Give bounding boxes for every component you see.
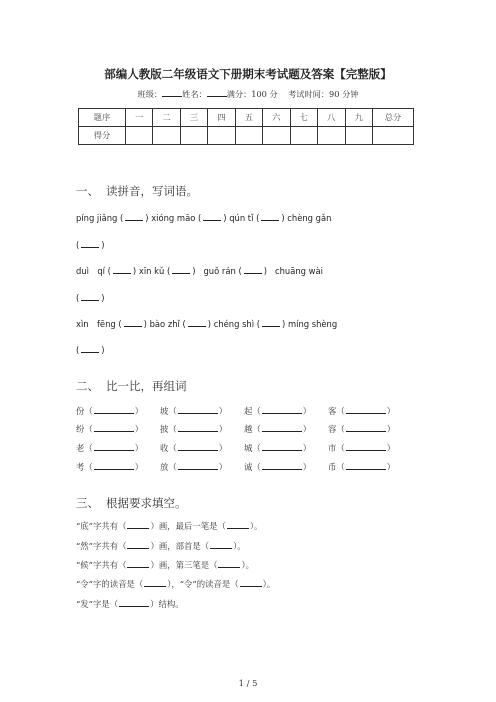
answer-blank[interactable] [125,212,143,221]
pinyin-line: ( ) [76,293,105,303]
answer-blank[interactable] [81,344,99,353]
score-cell[interactable] [235,127,262,145]
answer-blank[interactable] [127,559,149,568]
question-text: “底”字共有（ [76,521,127,531]
fill-question [76,559,254,571]
section-1-heading [76,183,198,199]
section-number: 二、 [76,379,99,393]
table-cell: 得分 [79,127,126,145]
word-group-item: 城（ ） [244,443,312,453]
answer-blank[interactable] [178,405,218,414]
exam-info [0,88,496,100]
word-group-item: 币（ ） [328,462,396,472]
score-table-row [79,127,414,145]
table-cell: 题序 [79,109,126,127]
answer-blank[interactable] [172,265,190,274]
question-text: ）。 [249,521,263,531]
class-blank [162,88,182,97]
answer-blank[interactable] [346,442,386,451]
score-cell[interactable] [373,127,414,145]
table-cell: 八 [318,109,345,127]
table-cell: 六 [263,109,290,127]
word-group-item: 老（ ） [76,443,144,453]
pinyin-word: píng jiǎng [76,213,118,223]
score-cell[interactable] [208,127,235,145]
answer-blank[interactable] [81,292,99,301]
answer-blank[interactable] [188,318,206,327]
character: 客 [328,406,337,416]
section-title: 比一比，再组词 [106,379,187,393]
fill-question [76,578,275,590]
pinyin-line: xìn fēng ( ) bào zhǐ ( ) chéng shì ( ) míng shèng [76,319,338,329]
question-text: “发”字是（ [76,599,119,609]
character: 纷 [76,424,85,434]
word-group-item: 纷（ ） [76,424,144,434]
pinyin-word: guǒ rán [203,266,236,276]
section-2-heading [76,378,187,394]
word-group-item: 份（ ） [76,406,144,416]
answer-blank[interactable] [119,598,149,607]
answer-blank[interactable] [227,520,249,529]
pinyin-word: qún tǐ [229,213,254,223]
question-text: ）。 [241,560,255,570]
character: 披 [160,424,169,434]
score-table-header [79,109,414,127]
word-group-item: 起（ ） [244,406,312,416]
pinyin-word: chuāng wài [274,266,323,276]
character: 诚 [244,462,253,472]
pinyin-line: píng jiǎng ( ) xióng māo ( ) qún tǐ ( ) chèng gǎn [76,213,332,223]
answer-blank[interactable] [262,423,302,432]
table-cell: 一 [126,109,153,127]
score-cell[interactable] [263,127,290,145]
full-score: 满分：100 分 [226,89,278,99]
table-cell: 五 [235,109,262,127]
fill-question [76,540,246,552]
question-text: ）。 [262,579,276,589]
score-cell[interactable] [318,127,345,145]
score-cell[interactable] [180,127,207,145]
answer-blank[interactable] [346,423,386,432]
table-cell: 四 [208,109,235,127]
score-cell[interactable] [153,127,180,145]
character: 市 [328,443,337,453]
character: 坡 [160,406,169,416]
document-title: 部编人教版二年级语文下册期末考试题及答案【完整版】 [104,67,392,81]
section-number: 一、 [76,184,99,198]
character: 收 [160,443,169,453]
score-cell[interactable] [290,127,317,145]
answer-blank[interactable] [127,540,149,549]
answer-blank[interactable] [81,239,99,248]
question-text: “然”字共有（ [76,541,127,551]
answer-blank[interactable] [203,212,221,221]
pinyin-word: xìn fēng [76,319,116,329]
answer-blank[interactable] [124,318,142,327]
pinyin-word: chéng shì [213,319,255,329]
table-cell: 总分 [373,109,414,127]
answer-blank[interactable] [210,540,232,549]
question-text: ）画，部首是（ [150,541,210,551]
question-text: ），“令”的读音是（ [167,579,239,589]
word-group-item: 客（ ） [328,406,396,416]
answer-blank[interactable] [94,423,134,432]
table-cell: 九 [345,109,373,127]
answer-blank[interactable] [178,442,218,451]
pinyin-line: ( ) [76,240,105,250]
word-group-item: 容（ ） [328,424,396,434]
answer-blank[interactable] [113,265,131,274]
answer-blank[interactable] [144,578,166,587]
section-title: 读拼音，写词语。 [106,184,198,198]
answer-blank[interactable] [218,559,240,568]
score-table [78,108,414,145]
character: 越 [244,424,253,434]
fill-question [76,598,184,610]
section-number: 三、 [76,496,99,510]
question-text: “候”字共有（ [76,560,127,570]
score-cell[interactable] [126,127,153,145]
pinyin-word: duì qí [76,266,105,276]
question-text: ）画，最后一笔是（ [150,521,226,531]
question-text: ）结构。 [150,599,184,609]
exam-time: 考试时间：90 分钟 [288,89,359,99]
answer-blank[interactable] [94,461,134,470]
page-number: 1 / 5 [238,678,258,688]
answer-blank[interactable] [346,405,386,414]
class-label: 班级： [137,89,163,99]
answer-blank[interactable] [261,212,279,221]
fill-question [76,520,262,532]
question-text: ）。 [233,541,246,551]
table-cell: 七 [290,109,317,127]
word-group-item: 市（ ） [328,443,396,453]
character: 城 [244,443,253,453]
pinyin-word: míng shèng [287,319,338,329]
pinyin-word: xīn kǔ [138,266,165,276]
character: 起 [244,406,253,416]
answer-blank[interactable] [262,442,302,451]
answer-blank[interactable] [178,423,218,432]
section-title: 根据要求填空。 [106,496,187,510]
table-cell: 三 [180,109,207,127]
pinyin-word: bào zhǐ [149,319,180,329]
answer-blank[interactable] [244,265,262,274]
pinyin-word: xióng māo [151,213,196,223]
character: 放 [160,462,169,472]
answer-blank[interactable] [262,318,280,327]
answer-blank[interactable] [262,461,302,470]
character: 容 [328,424,337,434]
pinyin-line: ( ) [76,345,105,355]
character: 币 [328,462,337,472]
question-text: ）画，第三笔是（ [150,560,218,570]
answer-blank[interactable] [240,578,262,587]
name-label: 姓名： [182,89,207,99]
answer-blank[interactable] [127,520,149,529]
question-text: “令”字的读音是（ [76,579,144,589]
word-group-item: 考（ ） [76,462,144,472]
word-group-item: 披（ ） [160,424,228,434]
name-blank [207,88,227,97]
word-group-item: 越（ ） [244,424,312,434]
character: 份 [76,406,85,416]
table-cell: 二 [153,109,180,127]
word-group-item: 坡（ ） [160,406,228,416]
character: 考 [76,462,85,472]
score-cell[interactable] [345,127,373,145]
answer-blank[interactable] [94,405,134,414]
word-group-item: 放（ ） [160,462,228,472]
pinyin-line: duì qí ( ) xīn kǔ ( ) guǒ rán ( ) chuāng wài [76,266,323,276]
answer-blank[interactable] [262,405,302,414]
character: 老 [76,443,85,453]
answer-blank[interactable] [178,461,218,470]
answer-blank[interactable] [94,442,134,451]
answer-blank[interactable] [346,461,386,470]
word-group-item: 诚（ ） [244,462,312,472]
pinyin-word: chèng gǎn [287,213,332,223]
section-3-heading [76,495,187,511]
word-group-item: 收（ ） [160,443,228,453]
